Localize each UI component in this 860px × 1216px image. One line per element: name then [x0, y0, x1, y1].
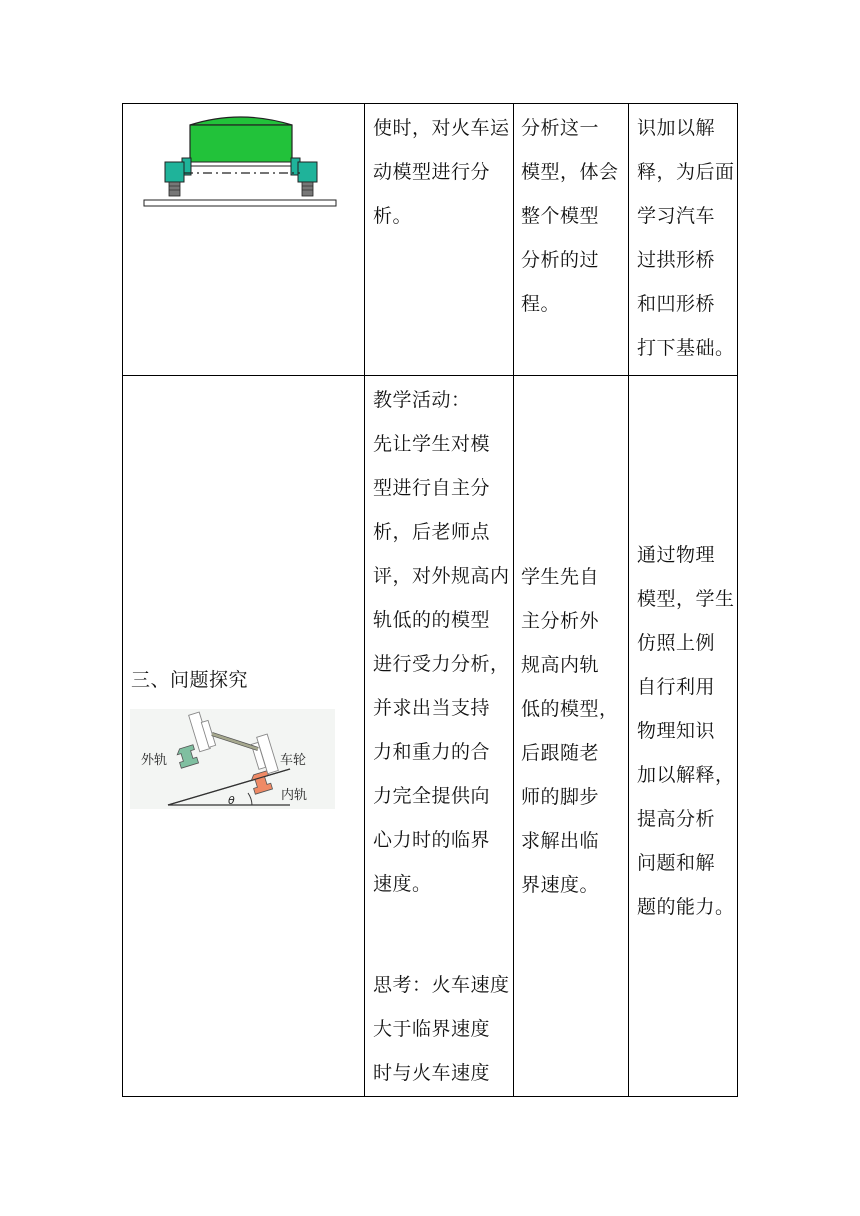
train-model-figure [140, 108, 340, 212]
text-line: 和凹形桥 [637, 293, 716, 315]
track-base [144, 200, 336, 206]
text-line: 加以解释， [637, 764, 735, 786]
text-line: 析，后老师点 [373, 521, 491, 543]
text-line: 后跟随老 [521, 742, 600, 764]
text-line: 动模型进行分 [373, 161, 491, 183]
text-line: 力和重力的合 [373, 741, 491, 763]
text-line: 提高分析 [637, 808, 716, 830]
text-line: 通过物理 [637, 544, 716, 566]
text-line: 问题和解 [637, 852, 716, 874]
table-row-divider [122, 375, 738, 376]
text-line: 评，对外规高内 [373, 565, 510, 587]
train-roof [190, 117, 292, 125]
text-line: 心力时的临界 [373, 829, 491, 851]
text-line: 主分析外 [521, 610, 600, 632]
text-line: 打下基础。 [637, 337, 735, 359]
text-line: 力完全提供向 [373, 785, 491, 807]
table-col-divider-3 [628, 103, 629, 1097]
section-title: 三、问题探究 [131, 669, 249, 691]
angle-label: θ [228, 794, 235, 807]
text-line: 题的能力。 [637, 896, 735, 918]
text-line: 析。 [373, 205, 413, 227]
text-line: 学习汽车 [637, 205, 716, 227]
text-line: 使时，对火车运 [373, 117, 510, 139]
text-line: 学生先自 [521, 566, 600, 588]
text-line: 模型，学生 [637, 588, 735, 610]
table-left-border [122, 103, 123, 1097]
text-line: 并求出当支持 [373, 697, 491, 719]
train-chassis [186, 162, 296, 166]
text-line: 大于临界速度 [373, 1018, 491, 1040]
text-line: 释，为后面 [637, 161, 735, 183]
text-line: 低的模型， [521, 698, 619, 720]
text-line: 物理知识 [637, 720, 716, 742]
inner-rail-label: 内轨 [281, 788, 308, 803]
train-body [190, 125, 292, 163]
left-wheel [165, 162, 184, 182]
text-line: 识加以解 [637, 117, 716, 139]
table-col-divider-2 [513, 103, 514, 1097]
table-bottom-border [122, 1096, 738, 1097]
text-line: 速度。 [373, 873, 432, 895]
text-line: 先让学生对模 [373, 433, 491, 455]
table-col-divider-1 [364, 103, 365, 1097]
left-rail [169, 182, 180, 196]
outer-rail-label: 外轨 [141, 753, 168, 768]
text-line: 仿照上例 [637, 632, 716, 654]
text-line: 型进行自主分 [373, 477, 491, 499]
text-line: 模型，体会 [521, 161, 619, 183]
text-line: 思考：火车速度 [373, 974, 510, 996]
text-line: 自行利用 [637, 676, 716, 698]
banked-track-figure [130, 709, 335, 809]
text-line: 轨低的的模型 [373, 609, 491, 631]
text-line: 进行受力分析， [373, 653, 510, 675]
text-line: 规高内轨 [521, 654, 600, 676]
right-wheel [298, 162, 317, 182]
text-line: 整个模型 [521, 205, 600, 227]
text-line: 程。 [521, 293, 561, 315]
text-line: 时与火车速度 [373, 1062, 491, 1084]
text-line: 教学活动： [373, 389, 471, 411]
text-line: 界速度。 [521, 874, 600, 896]
table-right-border [737, 103, 738, 1097]
text-line: 师的脚步 [521, 786, 600, 808]
text-line: 分析的过 [521, 249, 600, 271]
text-line: 求解出临 [521, 830, 600, 852]
right-rail [302, 182, 313, 196]
text-line: 分析这一 [521, 117, 600, 139]
text-line: 过拱形桥 [637, 249, 716, 271]
wheel-label: 车轮 [280, 753, 307, 768]
table-top-border [122, 103, 738, 104]
